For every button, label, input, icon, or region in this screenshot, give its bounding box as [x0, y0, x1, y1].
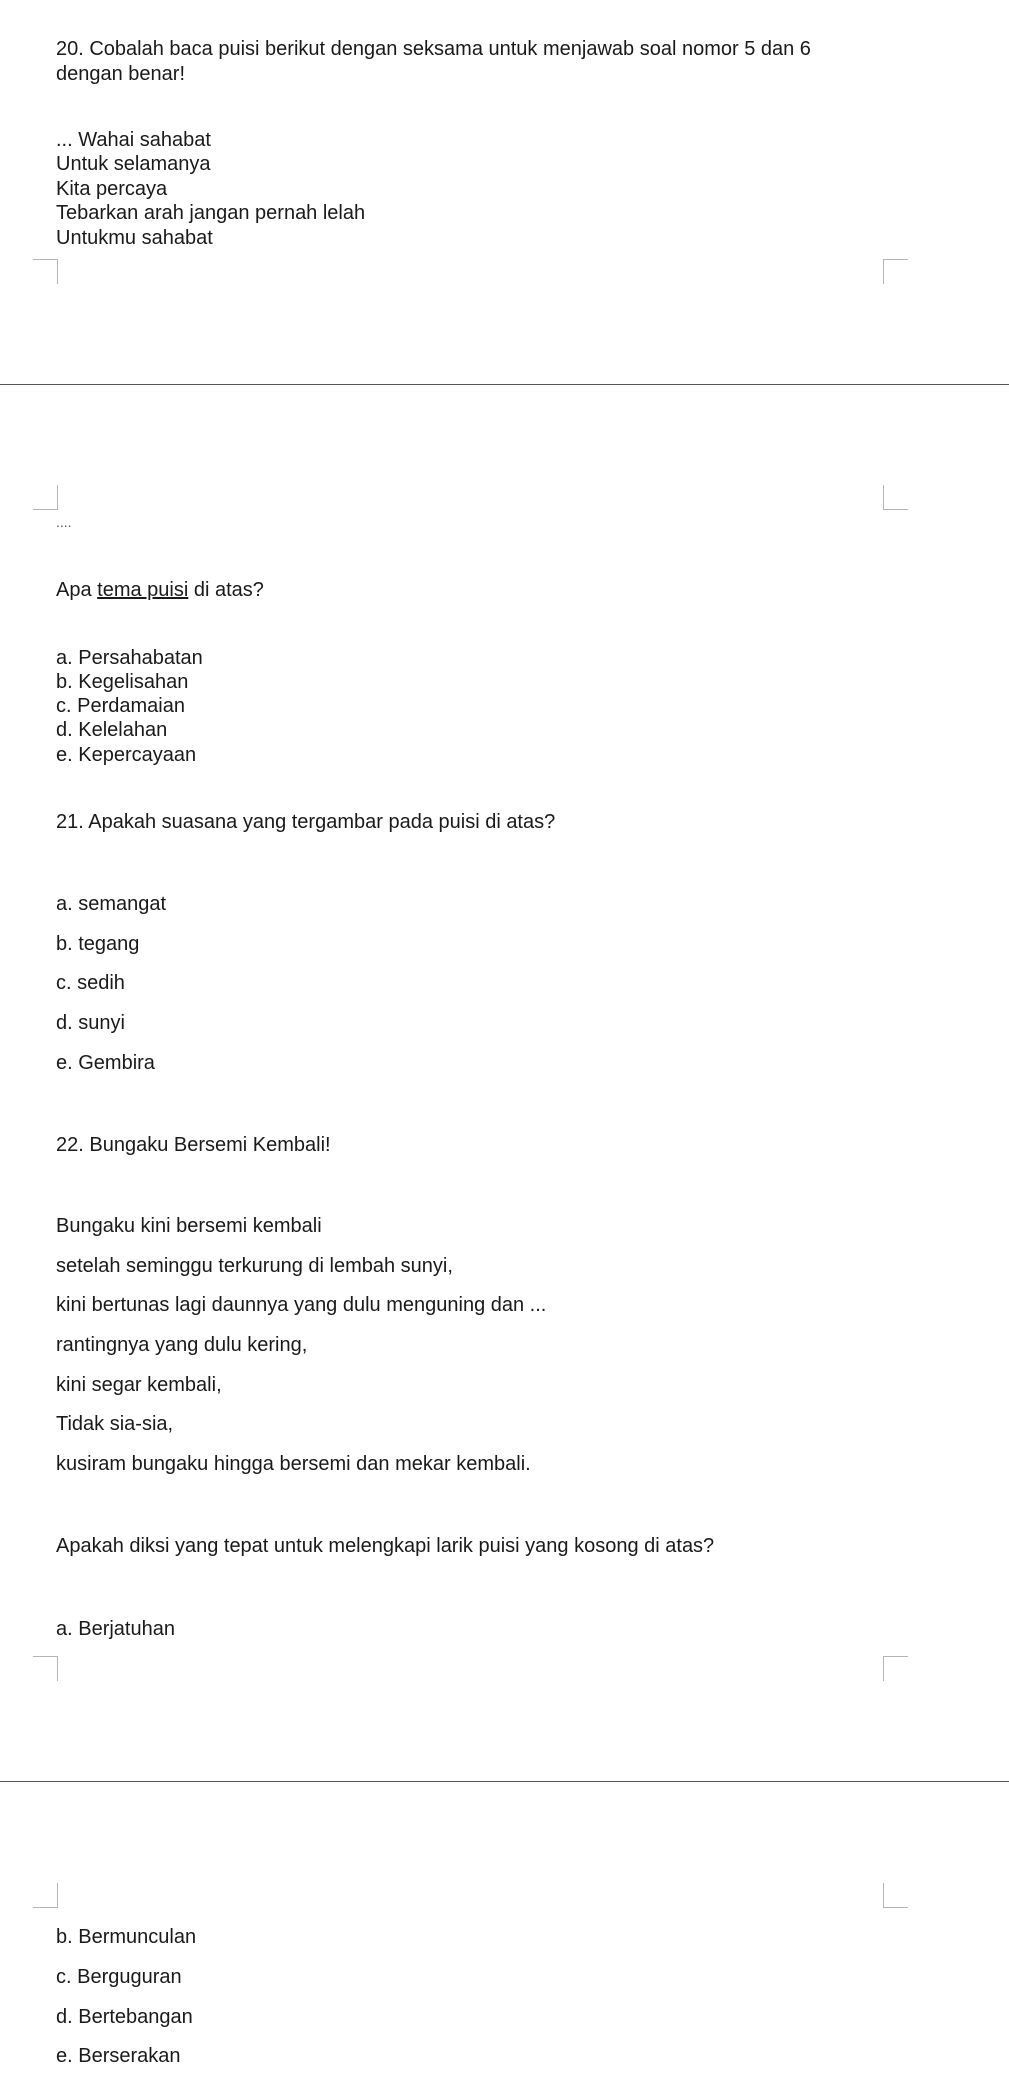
q22-poem-line: Tidak sia-sia, — [56, 1413, 174, 1435]
q22-poem-line: setelah seminggu terkurung di lembah sunyi, — [56, 1255, 453, 1277]
q20-question-post: di atas? — [188, 579, 264, 601]
q20-poem-line: Tebarkan arah jangan pernah lelah — [56, 202, 366, 224]
q20-poem-line: Untukmu sahabat — [56, 227, 213, 249]
q20-intro-line-2: dengan benar! — [56, 63, 186, 85]
q22-option: e. Berserakan — [56, 2045, 181, 2067]
q22-poem-line: kusiram bungaku hingga bersemi dan mekar kembali. — [56, 1453, 531, 1475]
q20-intro-line-1: 20. Cobalah baca puisi berikut dengan seksama untuk menjawab soal nomor 5 dan 6 — [56, 38, 811, 60]
q21-question: 21. Apakah suasana yang tergambar pada puisi di atas? — [56, 811, 556, 833]
page-corner-mark — [33, 259, 58, 284]
page-corner-mark — [33, 1883, 58, 1908]
q22-option: d. Bertebangan — [56, 2006, 193, 2028]
q21-option: d. sunyi — [56, 1012, 125, 1034]
q20-ellipsis: .... — [56, 514, 72, 530]
q20-question-pre: Apa — [56, 579, 98, 601]
q22-option: a. Berjatuhan — [56, 1618, 175, 1640]
page-corner-mark — [883, 485, 908, 510]
q20-poem-line: Kita percaya — [56, 178, 168, 200]
q22-option: c. Berguguran — [56, 1966, 182, 1988]
q22-question: Apakah diksi yang tepat untuk melengkapi larik puisi yang kosong di atas? — [56, 1535, 715, 1557]
q20-option: b. Kegelisahan — [56, 671, 189, 693]
page-corner-mark — [883, 1883, 908, 1908]
q20-option: a. Persahabatan — [56, 647, 203, 669]
page-break-divider — [0, 1781, 1009, 1782]
page-break-divider — [0, 384, 1009, 385]
q20-option: d. Kelelahan — [56, 719, 168, 741]
page-corner-mark — [33, 485, 58, 510]
q21-option: a. semangat — [56, 893, 167, 915]
q22-option: b. Bermunculan — [56, 1926, 197, 1948]
q22-poem-line: Bungaku kini bersemi kembali — [56, 1215, 322, 1237]
q20-option: c. Perdamaian — [56, 695, 185, 717]
q20-question — [56, 578, 264, 602]
page-corner-mark — [33, 1656, 58, 1681]
q20-poem-line: Untuk selamanya — [56, 153, 211, 175]
q20-question-keyword: tema puisi — [97, 579, 189, 601]
page-corner-mark — [883, 259, 908, 284]
q20-poem-line: ... Wahai sahabat — [56, 129, 211, 151]
q22-title: 22. Bungaku Bersemi Kembali! — [56, 1134, 331, 1156]
q22-poem-line: kini segar kembali, — [56, 1374, 222, 1396]
q22-poem-line: rantingnya yang dulu kering, — [56, 1334, 308, 1356]
q21-option: b. tegang — [56, 933, 140, 955]
q20-option: e. Kepercayaan — [56, 744, 197, 766]
q21-option: e. Gembira — [56, 1052, 155, 1074]
q22-poem-line: kini bertunas lagi daunnya yang dulu menguning dan ... — [56, 1294, 547, 1316]
page-corner-mark — [883, 1656, 908, 1681]
q21-option: c. sedih — [56, 972, 125, 994]
